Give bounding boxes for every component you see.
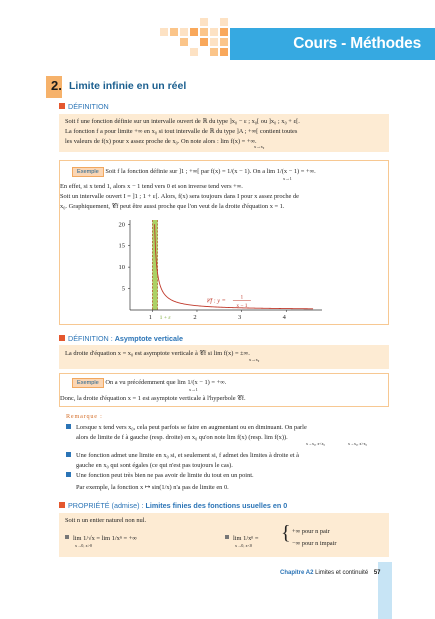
property-subtitle: Limites finies des fonctions usuelles en 0 <box>145 501 288 510</box>
label-marker <box>59 502 65 508</box>
property-intro: Soit n un entier naturel non nul. <box>65 517 147 524</box>
decor-square <box>200 28 208 36</box>
x-tick-label: 3 <box>238 314 242 321</box>
decor-square <box>210 38 218 46</box>
limit-subscript: x→x₀ <box>249 357 260 362</box>
x-tick-label: 1 <box>148 314 152 321</box>
limit-subscript: x→x₀ <box>254 144 265 149</box>
decor-square <box>170 28 178 36</box>
remark-item: Une fonction peut très bien ne pas avoir de limite du tout en un point. <box>66 471 254 480</box>
curve-label-numerator: 1 <box>240 294 244 301</box>
footer-title: Limites et continuité <box>315 570 369 576</box>
label-marker <box>59 335 65 341</box>
decor-square <box>190 48 198 56</box>
label-separator: : <box>110 334 115 343</box>
remark-item: Lorsque x tend vers x₀, cela peut parfois se faire en augmentant ou en diminuant. On parle <box>66 423 307 432</box>
definition-subtitle: Asymptote verticale <box>114 334 184 343</box>
limit-chart <box>90 214 330 326</box>
limit-subscript: x→1 <box>283 176 292 181</box>
example-box <box>59 160 389 325</box>
chart-layer <box>119 220 323 321</box>
example-line <box>72 378 226 388</box>
y-tick-label: 10 <box>118 264 125 272</box>
definition-label-text: DÉFINITION <box>68 102 109 111</box>
case-line: −∞ pour n impair <box>292 540 337 547</box>
limit-subscript: x→x₀, x<x₀ <box>306 441 326 446</box>
y-tick-label: 20 <box>118 221 125 229</box>
decor-square <box>180 28 188 36</box>
section-title: Limite infinie en un réel <box>69 80 187 92</box>
curve-label-denominator: x − 1 <box>236 302 248 309</box>
property-right-formula: lim 1/xⁿ = <box>225 534 259 543</box>
example-line: Soit un intervalle ouvert I = ]1 ; 1 + ε[. Alors, f(x) sera toujours dans I pour x assez proche de <box>60 193 300 200</box>
example-line: En effet, si x tend 1, alors x − 1 tend vers 0 et son inverse tend vers +∞. <box>60 183 243 190</box>
remark-item: Une fonction admet une limite en x₀ si, et seulement si, f admet des limites à droite et à <box>66 451 299 460</box>
limit-subscript: x→x₀, x>x₀ <box>348 441 368 446</box>
decor-square <box>220 48 228 56</box>
definition-box <box>59 114 389 152</box>
property-box <box>59 513 389 557</box>
decor-square <box>210 48 218 56</box>
limit-subscript: x→0, x>0 <box>75 543 93 548</box>
example-tag: Exemple <box>72 378 104 388</box>
y-tick-label: 5 <box>121 285 125 293</box>
definition-line: Soit f une fonction définie sur un intervalle ouvert de ℝ du type ]x₀ − ε ; x₀[ ou ]x₀ ; x₀ + ε[. <box>65 118 300 125</box>
example-box <box>59 373 389 407</box>
decor-square <box>190 28 198 36</box>
footer <box>280 569 381 578</box>
band-label: 1 + ε <box>159 315 171 321</box>
definition-box <box>59 345 389 369</box>
x-tick-label: 2 <box>193 314 197 321</box>
property-label <box>59 501 287 511</box>
definition-label <box>59 334 183 344</box>
page-title: Cours - Méthodes <box>293 35 421 52</box>
decor-square <box>220 18 228 26</box>
decor-square <box>220 38 228 46</box>
example-line: x₀. Graphiquement, 𝒞f peut être aussi proche que l'on veut de la droite d'équation x = 1. <box>60 203 285 210</box>
definition-label <box>59 102 109 112</box>
definition-line: La droite d'équation x = x₀ est asymptote verticale à 𝒞f si lim f(x) = ±∞. <box>65 350 250 357</box>
footer-chapter: Chapitre A2 <box>280 570 314 576</box>
remark-title: Remarque : <box>66 413 103 420</box>
example-tag: Exemple <box>72 167 104 177</box>
property-qualifier: (admise) : <box>111 501 144 510</box>
y-tick-label: 15 <box>118 242 125 250</box>
decor-square <box>200 18 208 26</box>
page-number: 57 <box>373 570 381 576</box>
decor-square <box>180 38 188 46</box>
case-brace: { <box>281 522 291 544</box>
limit-subscript: x→0, x<0 <box>235 543 253 548</box>
example-text: Soit f la fonction définie sur ]1 ; +∞[ par f(x) = 1/(x − 1). On a lim 1/(x − 1) = +∞. <box>105 168 316 175</box>
property-label-text: PROPRIÉTÉ <box>68 501 110 510</box>
example-text: On a vu précédemment que lim 1/(x − 1) = +∞. <box>105 379 227 386</box>
remark-item: gauche en x₀ qui sont égales (ce qui n'est pas toujours le cas). <box>76 462 233 469</box>
decor-square <box>160 28 168 36</box>
decor-square <box>200 38 208 46</box>
decor-square <box>220 28 228 36</box>
x-tick-label: 4 <box>282 314 286 321</box>
case-line: +∞ pour n pair <box>292 528 330 535</box>
definition-label-text: DÉFINITION <box>68 334 109 343</box>
curve-series <box>155 224 314 309</box>
example-line: Donc, la droite d'équation x = 1 est asymptote verticale à l'hyperbole 𝒞f. <box>60 395 246 402</box>
curve-label: 𝒞f : y = <box>205 297 226 305</box>
remark-item: alors de limite de f à gauche (resp. droite) en x₀ qu'on note lim f(x) (resp. lim f(x)). <box>76 434 288 441</box>
example-line <box>72 167 316 177</box>
definition-line: les valeurs de f(x) pour x assez proche de x₀. On note alors : lim f(x) = +∞. <box>65 138 257 145</box>
header-banner <box>230 28 435 60</box>
section-number: 2. <box>51 78 62 93</box>
label-marker <box>59 103 65 109</box>
remark-item: Par exemple, la fonction x ↦ sin(1/x) n'a pas de limite en 0. <box>76 484 229 491</box>
decor-square <box>210 28 218 36</box>
definition-line: La fonction f a pour limite +∞ en x₀ si tout intervalle de ℝ du type ]A ; +∞[ contient toutes <box>65 128 298 135</box>
property-left-formula: lim 1/√x = lim 1/xⁿ = +∞ <box>65 534 137 543</box>
limit-subscript: x→1 <box>189 387 198 392</box>
